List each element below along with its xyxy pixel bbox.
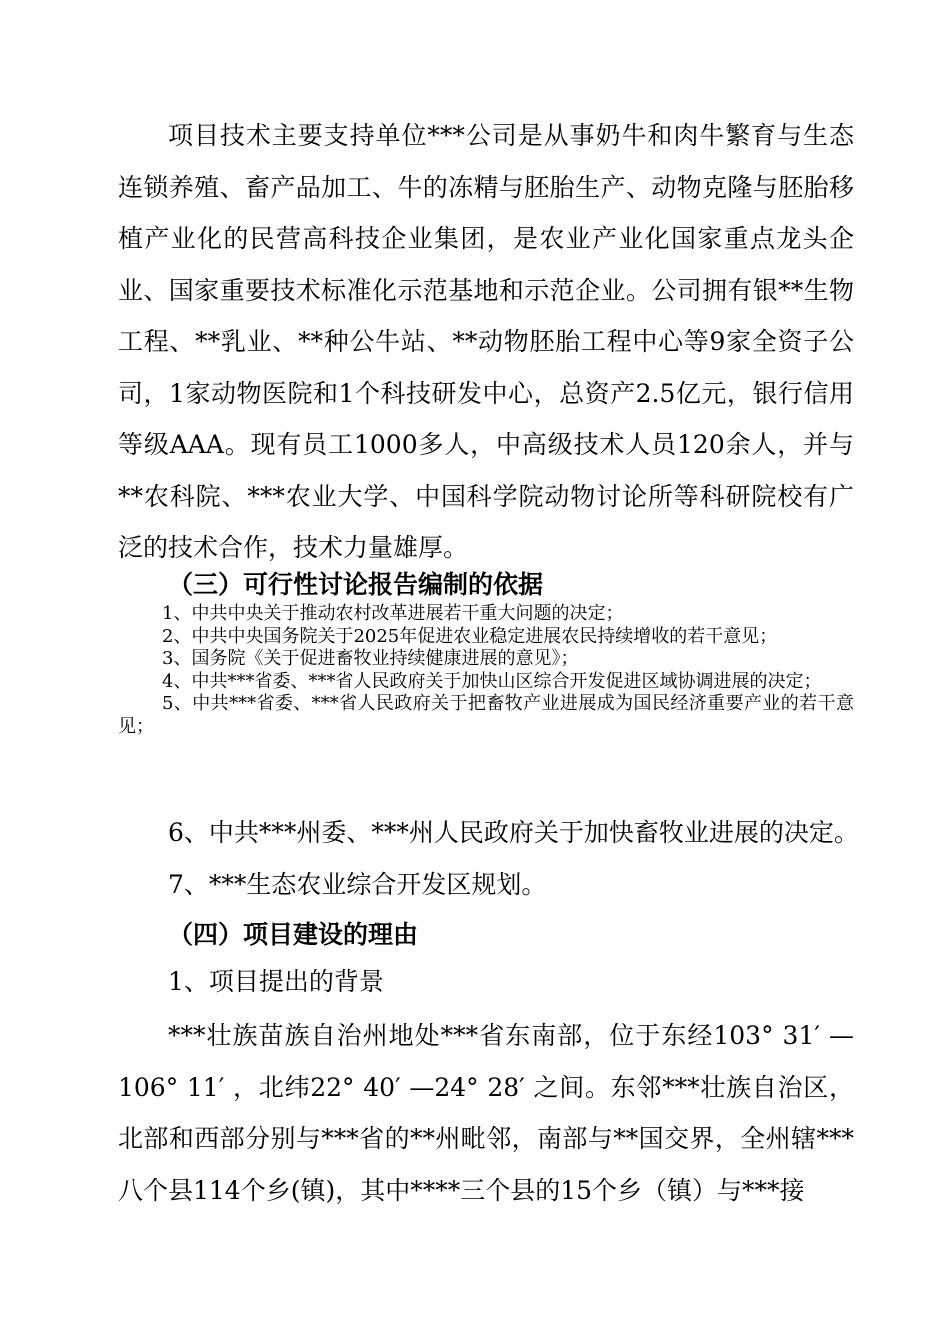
basis-item: 1、中共中央关于推动农村改革进展若干重大问题的决定；	[162, 603, 624, 624]
basis-list	[118, 603, 854, 738]
company-paragraph: 项目技术主要支持单位***公司是从事奶牛和肉牛繁育与生态连锁养殖、畜产品加工、牛的冻精与胚胎生产、动物克隆与胚胎移植产业化的民营高科技企业集团，是农业产业化国家重点龙头企业、国家重要技术标准化示范基地和示范企业。公司拥有银**生物工程、**乳业、**种公牛站、**动物胚胎工程中心等9家全资子公司，1家动物医院和1个科技研发中心，总资产2.5亿元，银行信用等级AAA。现有员工1000多人，中高级技术人员120余人，并与**农科院、***农业大学、中国科学院动物讨论所等科研院校有广泛的技术合作，技术力量雄厚。	[118, 121, 854, 562]
basis-item-7: 7、***生态农业综合开发区规划。	[168, 870, 547, 899]
background-paragraph: ***壮族苗族自治州地处***省东南部，位于东经103° 31′ —106° 11′ ，北纬22° 40′ —24° 28′ 之间。东邻***壮族自治区，北部和西部分别与***省的**州毗邻，南部与**国交界，全州辖***八个县114个乡(镇)，其中****三个县的15个乡（镇）与***接	[118, 1021, 854, 1205]
section3-heading: （三）可行性讨论报告编制的依据	[168, 570, 544, 599]
basis-item: 3、国务院《关于促进畜牧业持续健康进展的意见》；	[162, 648, 579, 669]
section4-heading: （四）项目建设的理由	[168, 920, 419, 949]
section4-subheading: 1、项目提出的背景	[168, 967, 384, 996]
basis-item: 4、中共***省委、***省人民政府关于加快山区综合开发促进区域协调进展的决定；	[162, 670, 822, 692]
basis-item: 2、中共中央国务院关于2025年促进农业稳定进展农民持续增收的若干意见；	[162, 625, 778, 647]
basis-item-6: 6、中共***州委、***州人民政府关于加快畜牧业进展的决定。	[168, 818, 859, 847]
basis-item: 5、中共***省委、***省人民政府关于把畜牧产业进展成为国民经济重要产业的若干意见；	[118, 693, 854, 737]
